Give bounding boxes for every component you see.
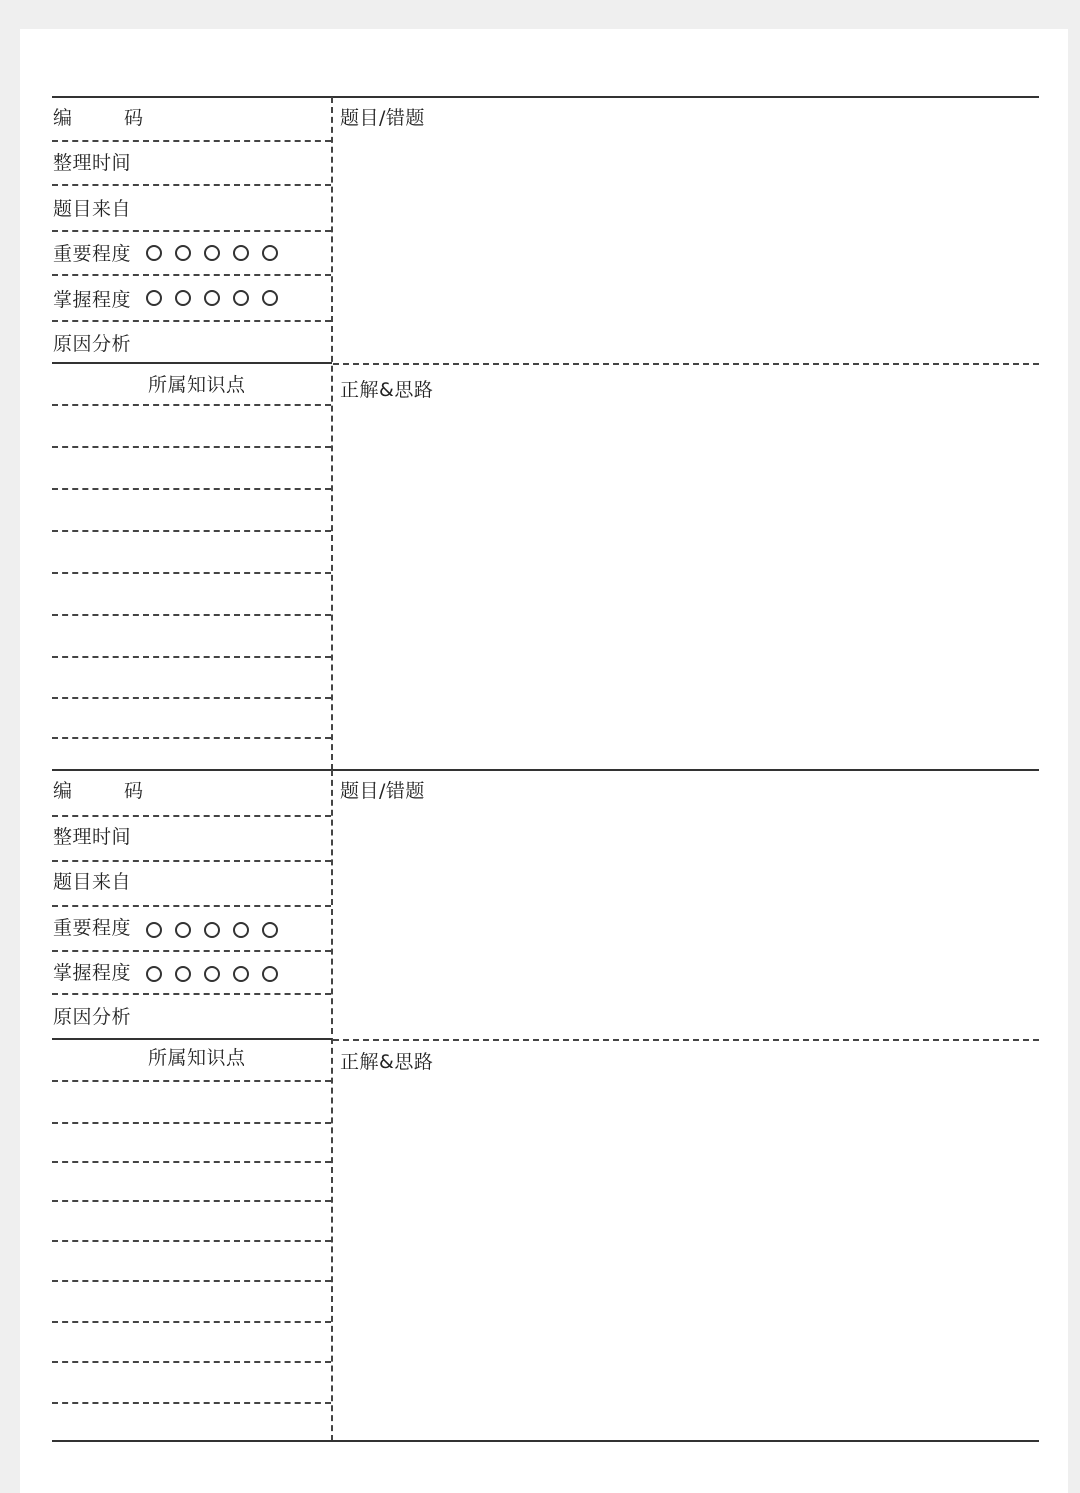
card-top-border: [52, 769, 1039, 771]
source-label: 题目来自: [53, 198, 132, 220]
knowledge-line: [52, 1361, 331, 1363]
rating-circle[interactable]: [204, 966, 220, 982]
knowledge-line: [52, 1080, 331, 1082]
rating-circle[interactable]: [204, 922, 220, 938]
code-label: 编 码: [53, 107, 144, 129]
knowledge-header: 所属知识点: [148, 1047, 246, 1069]
question-answer-divider: [333, 1039, 1039, 1041]
row-divider: [52, 993, 331, 995]
organize-time-label: 整理时间: [53, 152, 132, 174]
rating-circle[interactable]: [175, 922, 191, 938]
mastery-label: 掌握程度: [53, 962, 132, 984]
knowledge-header: 所属知识点: [148, 374, 246, 396]
row-divider: [52, 815, 331, 817]
knowledge-line: [52, 1280, 331, 1282]
reason-label: 原因分析: [53, 333, 132, 355]
question-label: 题目/错题: [340, 107, 425, 129]
source-label: 题目来自: [53, 871, 132, 893]
knowledge-line: [52, 1240, 331, 1242]
row-divider: [52, 860, 331, 862]
mastery-label: 掌握程度: [53, 289, 132, 311]
rating-circle[interactable]: [233, 922, 249, 938]
knowledge-line: [52, 1402, 331, 1404]
rating-circle[interactable]: [146, 922, 162, 938]
answer-label: 正解&思路: [340, 1051, 434, 1073]
row-divider: [52, 905, 331, 907]
importance-label: 重要程度: [53, 917, 132, 939]
code-label: 编 码: [53, 780, 144, 802]
knowledge-line: [52, 1161, 331, 1163]
card-bottom-border: [52, 1440, 1039, 1442]
question-label: 题目/错题: [340, 780, 425, 802]
knowledge-section-border: [52, 1038, 332, 1040]
knowledge-line: [52, 1200, 331, 1202]
organize-time-label: 整理时间: [53, 826, 132, 848]
importance-label: 重要程度: [53, 243, 132, 265]
answer-label: 正解&思路: [340, 379, 434, 401]
row-divider: [52, 950, 331, 952]
rating-circle[interactable]: [233, 966, 249, 982]
rating-circle[interactable]: [146, 966, 162, 982]
rating-circle[interactable]: [175, 966, 191, 982]
knowledge-line: [52, 1321, 331, 1323]
knowledge-line: [52, 1122, 331, 1124]
mastery-rating[interactable]: [146, 966, 278, 982]
column-divider: [331, 770, 333, 1441]
importance-rating[interactable]: [146, 922, 278, 938]
rating-circle[interactable]: [262, 966, 278, 982]
rating-circle[interactable]: [262, 922, 278, 938]
reason-label: 原因分析: [53, 1006, 132, 1028]
